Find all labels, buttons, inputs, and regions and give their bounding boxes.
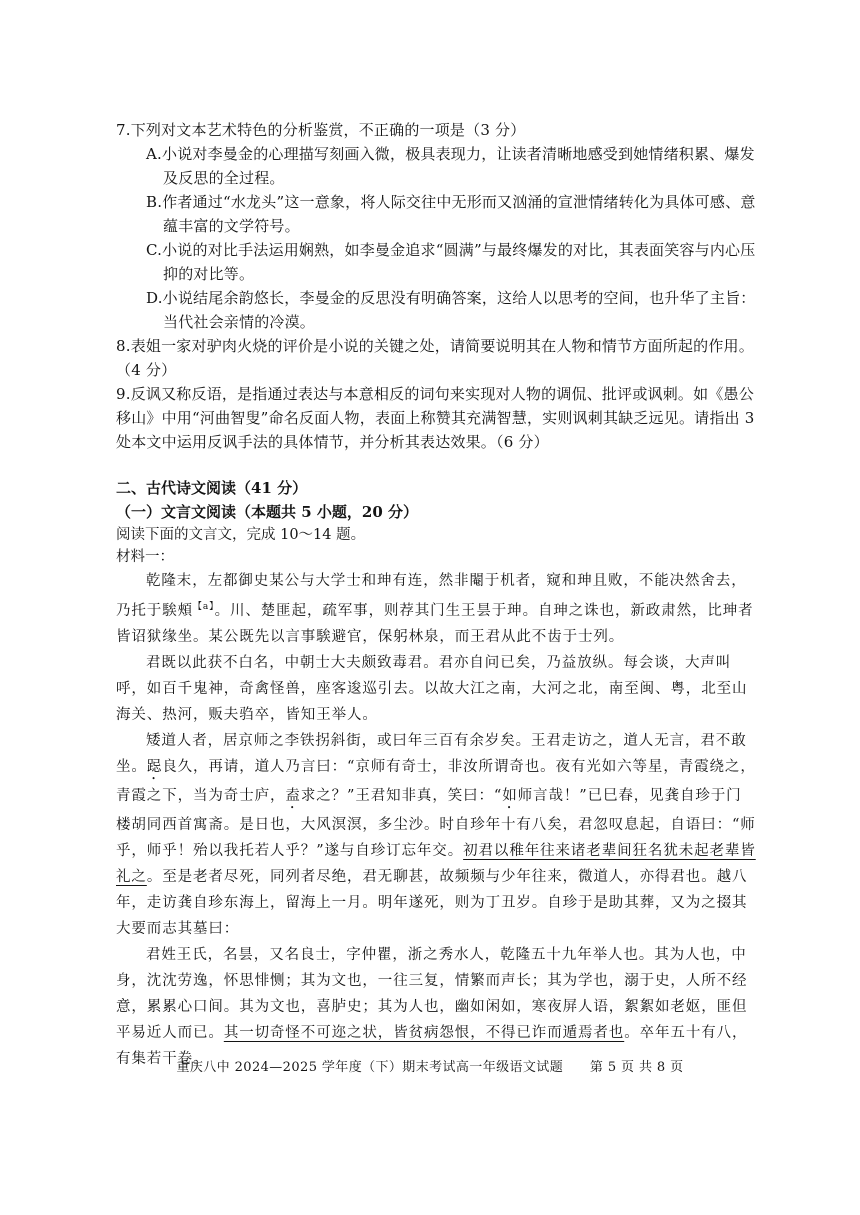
question-7-option-c: C.小说的对比手法运用娴熟，如李曼金追求“圆满”与最终爆发的对比，其表面笑容与内心压抑的对比等。 bbox=[146, 241, 756, 283]
question-7-option-b: B.作者通过“水龙头”这一意象，将人际交往中无形而又汹涌的宣泄情绪转化为具体可感、意蕴丰富的文学符号。 bbox=[146, 193, 756, 235]
p1-text-a: 乾隆末，左都御史某公与大学士和珅有连，然非閹于机者，窥和珅且败，不能决然舍去，乃托于騃頰 bbox=[116, 573, 747, 619]
p3-text-e: 。至是老者尽死，同列者尽绝，君无聊甚，故频频与少年往来，微道人，亦得君也。越八年，走访龚自珍东海上，留海上一月。明年遂死，则为丁丑岁。自珍于是助其葬，又为之掇其大要而志其墓曰： bbox=[116, 868, 748, 937]
p4-text-b: 。卒年五十有八，有集若干卷。 bbox=[116, 1024, 748, 1067]
p3-dotted-word-2: 盍 bbox=[285, 787, 301, 804]
p3-text-a: 矮道人者，居京师之李铁拐斜街，或曰年三百有余岁矣。王君走访之，道人无言，君不敢坐。 bbox=[116, 732, 747, 775]
question-7-stem: 7.下列对文本艺术特色的分析鉴赏，不正确的一项是（3 分） bbox=[116, 121, 526, 139]
material-label: 材料一： bbox=[116, 549, 174, 565]
p3-text-b: 良久，再请，道人乃言曰：“京师有奇士，非汝所谓奇也。夜有光如六等星，青霞绕之，青霞之下，当为奇士庐， bbox=[116, 758, 756, 804]
reading-instruction: 阅读下面的文言文，完成 10～14 题。 bbox=[116, 527, 366, 543]
classical-paragraph-4 bbox=[116, 942, 756, 1072]
page-footer: 重庆八中 2024—2025 学年度（下）期末考试高一年级语文试题 第 5 页 共 8 页 bbox=[176, 1060, 684, 1075]
p3-dotted-word-3: 如 bbox=[502, 787, 518, 804]
classical-paragraph-1 bbox=[116, 568, 756, 650]
p4-text-a: 君姓王氏，名昙，又名良士，字仲瞿，浙之秀水人，乾隆五十九年举人也。其为人也，中身，沈沈劳逸，怀思悱恻；其为文也，一往三复，情繁而声长；其为学也，溺于史，人所不经意，累累心口间。其为文也，喜胪史；其为人也，幽如闲如，寒夜屏人语，絮絮如老妪，匪但平易近人而已。 bbox=[116, 946, 748, 1041]
section-2-title: 二、古代诗文阅读（41 分） bbox=[116, 479, 308, 497]
p3-text-c: 求之？”王君知非真，笑曰：“ bbox=[300, 787, 503, 804]
question-7-option-a: A.小说对李曼金的心理描写刻画入微，极具表现力，让读者清晰地感受到她情绪积累、爆发及反思的全过程。 bbox=[146, 145, 755, 187]
question-9: 9.反讽又称反语，是指通过表达与本意相反的词句来实现对人物的调侃、批评或讽刺。如《愚公移山》中用“河曲智叟”命名反面人物，表面上称赞其充满智慧，实则讽刺其缺乏远见。请指出 3 处本文中运用反讽手法的具体情节，并分析其表达效果。（6 分） bbox=[116, 385, 755, 451]
p3-dotted-word-1: 跽 bbox=[146, 758, 163, 775]
question-7-option-d: D.小说结尾余韵悠长，李曼金的反思没有明确答案，这给人以思考的空间，也升华了主旨：当代社会亲情的冷漠。 bbox=[146, 289, 756, 331]
question-8: 8.表姐一家对驴肉火烧的评价是小说的关键之处，请简要说明其在人物和情节方面所起的作用。（4 分） bbox=[116, 337, 754, 379]
p3-underlined-sentence: 初君以稚年往来诸老辈间狂名犹未起老辈皆礼之 bbox=[116, 842, 756, 885]
p1-text-b: 。川、楚匪起，疏军事，则荐其门生王昙于珅。自珅之诛也，新政肃然，比珅者皆诏狱缘坐。某公既先以言事騃避官，保躬林泉，而王君从此不齿于士列。 bbox=[116, 602, 754, 645]
classical-paragraph-2: 君既以此获不白名，中朝士大夫颇致毒君。君亦自问已矣，乃益放纵。每会谈，大声叫呼，如百千鬼神，奇禽怪兽，座客逡巡引去。以故大江之南，大河之北，南至闽、粤，北至山海关、热河，贩夫驺卒，皆知王举人。 bbox=[116, 654, 748, 723]
p4-underlined-sentence: 其一切奇怪不可迩之状，皆贫病怨恨，不得已诈而遁焉者也 bbox=[223, 1024, 625, 1041]
p1-footnote-marker: 【a】 bbox=[193, 602, 215, 612]
section-spacer bbox=[116, 454, 756, 476]
classical-paragraph-3 bbox=[116, 728, 756, 942]
exam-content bbox=[116, 118, 756, 1072]
p3-text-d: 师言哉！”已巳春，见龚自珍于门楼胡同西首寓斋。是日也，大风溟溟，多尘沙。时自珍年十有八矣，君忽叹息起，自语曰：“师乎，师乎！殆以我托若人乎？”遂与自珍订忘年交。 bbox=[116, 787, 756, 859]
section-2-subtitle: （一）文言文阅读（本题共 5 小题，20 分） bbox=[116, 503, 418, 521]
